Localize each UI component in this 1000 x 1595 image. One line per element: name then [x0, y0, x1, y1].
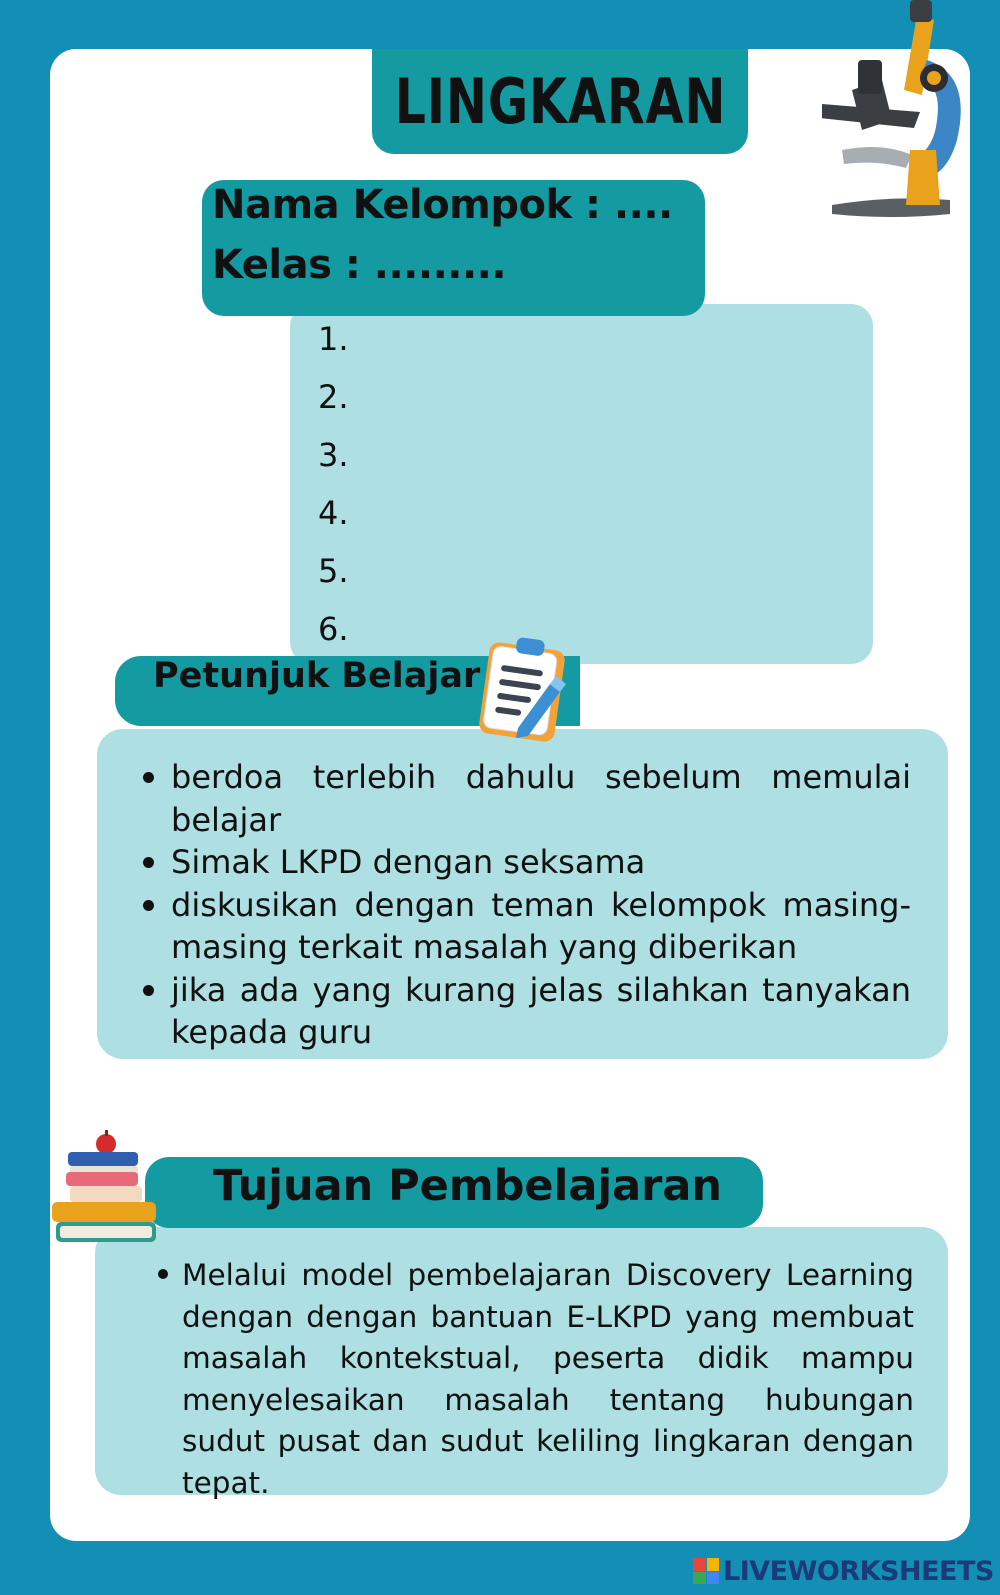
petunjuk-item: berdoa terlebih dahulu sebelum memulai belajar [171, 756, 911, 841]
brand-name: LIVEWORKSHEETS [723, 1555, 994, 1587]
petunjuk-item: jika ada yang kurang jelas silahkan tanyakan kepada guru [171, 969, 911, 1054]
liveworksheets-brand[interactable] [693, 1555, 994, 1587]
microscope-icon [822, 0, 972, 222]
petunjuk-item: Simak LKPD dengan seksama [171, 841, 911, 884]
tujuan-item: Melalui model pembelajaran Discovery Learning dengan dengan bantuan E-LKPD yang membuat masalah kontekstual, peserta didik mampu menyelesaikan masalah tentang hubungan sudut pusat dan sudut keliling lingkaran dengan tepat. [182, 1255, 914, 1504]
tujuan-panel [95, 1227, 948, 1500]
petunjuk-panel [97, 729, 948, 1059]
petunjuk-item: diskusikan dengan teman kelompok masing-masing terkait masalah yang diberikan [171, 884, 911, 969]
group-name-label: Nama Kelompok : .... [212, 182, 673, 228]
tujuan-heading: Tujuan Pembelajaran [213, 1161, 722, 1211]
tujuan-list [182, 1255, 914, 1504]
liveworksheets-logo-icon [693, 1558, 719, 1584]
member-item: 3. [318, 436, 349, 474]
clipboard-icon [478, 632, 568, 742]
member-item: 4. [318, 494, 349, 532]
tujuan-heading-banner [145, 1157, 763, 1228]
class-label: Kelas : ......... [212, 242, 507, 288]
page-title: LINGKARAN [394, 65, 726, 138]
petunjuk-heading: Petunjuk Belajar [153, 656, 481, 696]
member-item: 1. [318, 320, 349, 358]
member-item: 2. [318, 378, 349, 416]
member-item: 5. [318, 552, 349, 590]
title-banner [372, 49, 748, 154]
member-item: 6. [318, 610, 349, 648]
group-info-box [202, 180, 705, 316]
members-list-box [290, 304, 873, 664]
books-icon [48, 1130, 158, 1260]
petunjuk-list [171, 756, 911, 1054]
